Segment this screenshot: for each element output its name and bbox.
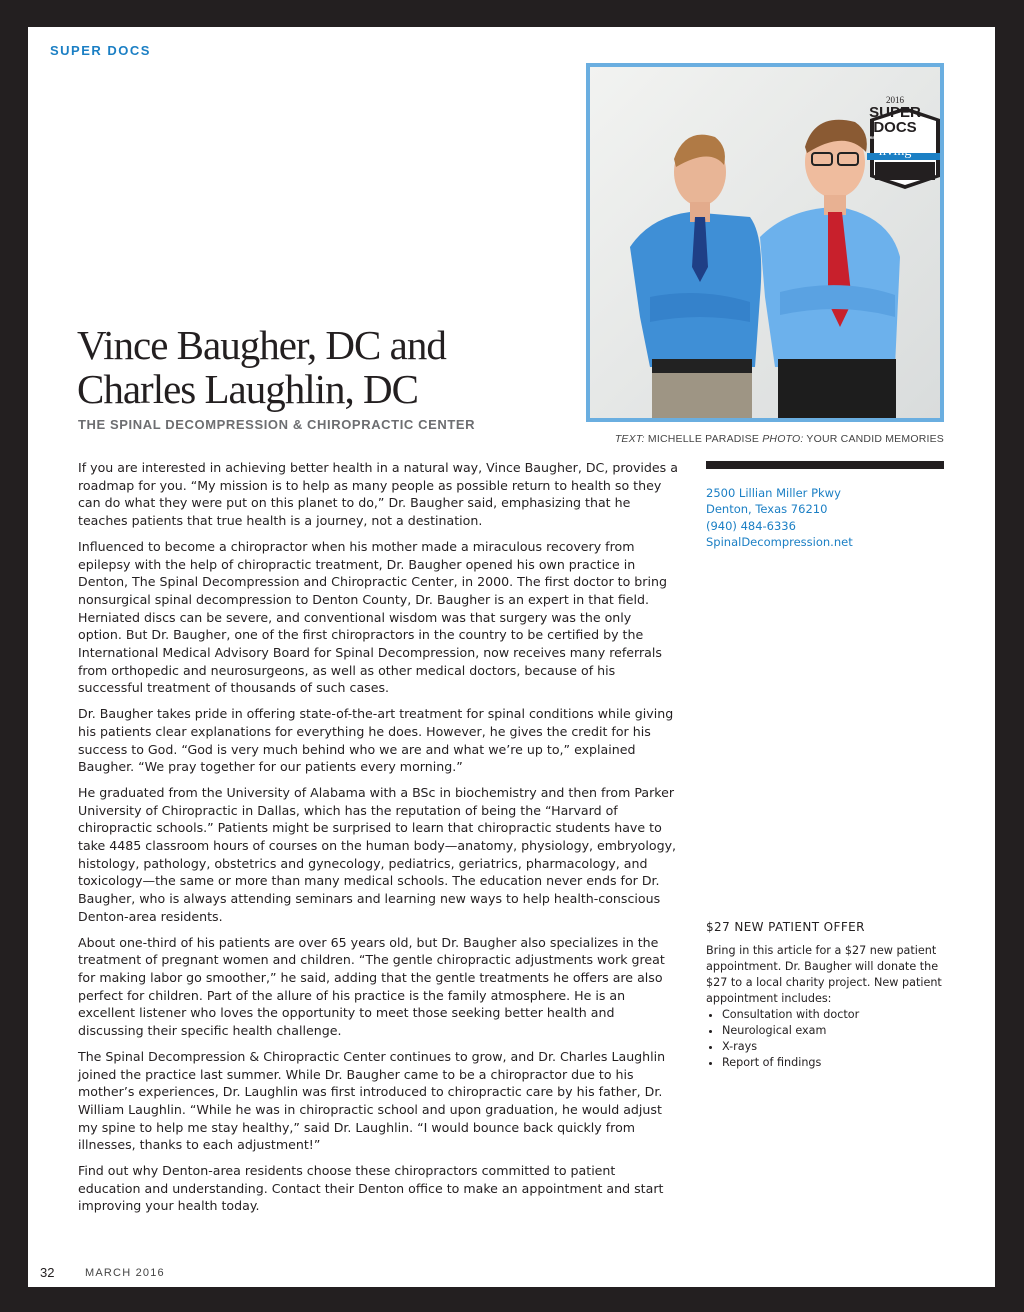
website-link[interactable]: SpinalDecompression.net: [706, 534, 853, 549]
credit-text-label: TEXT:: [614, 433, 645, 445]
badge-year: 2016: [886, 95, 904, 105]
badge-line2: DOCS: [873, 119, 917, 136]
title-line-2: Charles Laughlin, DC: [77, 366, 418, 412]
paragraph: The Spinal Decompression & Chiropractic Center continues to grow, and Dr. Charles Laughlin joined the practice last summer. While Dr. Baugher came to be a chiropractor due to his mother’s experiences, Dr. Laughlin was first introduced to chiropractic care by his father, Dr. William Laughlin. “While he was in chiropractic school and upon graduation, he would adjust my spine to help me stay healthy,” said Dr. Laughlin. “I would bounce back quickly from illnesses, thanks to each adjustment!”: [78, 1048, 666, 1153]
paragraph: About one-third of his patients are over 65 years old, but Dr. Baugher also specializes in the treatment of pregnant women and children. “The gentle chiropractic adjustments work great for making labor go smoother,” he said, adding that the gentle treatments he offers are also perfect for children. Part of the allure of his practice is the family atmosphere. He is an excellent listener who loves the opportunity to meet those seeking better health and discussing their specific health challenge.: [78, 934, 665, 1039]
article-title: [77, 323, 577, 411]
address-line-1: 2500 Lillian Miller Pkwy: [706, 486, 841, 500]
doctors-photo: [586, 63, 944, 422]
offer-title: $27 NEW PATIENT OFFER: [706, 920, 865, 934]
paragraph: If you are interested in achieving better health in a natural way, Vince Baugher, DC, provides a roadmap for you. “My mission is to help as many people as possible return to health so they can do what they were put on this planet to do,” Dr. Baugher said, emphasizing that he teaches patients that true health is a journey, not a destination.: [78, 460, 678, 529]
issue-date: MARCH 2016: [85, 1267, 165, 1279]
phone-number[interactable]: (940) 484-6336: [706, 518, 796, 533]
credit-photo-label: PHOTO:: [762, 433, 804, 445]
photo-credit: [586, 433, 944, 445]
offer-description: Bring in this article for a $27 new patient appointment. Dr. Baugher will donate the $27 to a local charity project. New patient appointment includes:: [706, 944, 942, 1005]
title-line-1: Vince Baugher, DC and: [77, 322, 446, 368]
paragraph: Dr. Baugher takes pride in offering state-of-the-art treatment for spinal conditions while giving his patients clear explanations for everything he does. However, he gives the credit for his success to God. “God is very much behind who we are and what we’re up to,” explained Baugher. “We pray together for our patients every morning.”: [78, 706, 674, 775]
credit-photo-name: YOUR CANDID MEMORIES: [806, 433, 944, 445]
paragraph: Influenced to become a chiropractor when his mother made a miraculous recovery from epilepsy with the help of chiropractic treatment, Dr. Baugher opened his own practice in Denton, The Spinal Decompression and Chiropractic Center, in 2000. The first doctor to bring nonsurgical spinal decompression to Denton County, Dr. Baugher is an expert in that field. Herniated discs can be severe, and conventional wisdom was that surgery was the only option. But Dr. Baugher, one of the first chiropractors in the country to be certified by the International Medical Advisory Board for Spinal Decompression, now receives many referrals from orthopedic and neurosurgeons, as well as other medical doctors, because of his successful treatment of thousands of such cases.: [78, 538, 667, 696]
offer-list: [706, 1007, 956, 1071]
magazine-page: [28, 27, 995, 1287]
badge-tagline: RECOGNIZING EXCELLENCE: [869, 136, 921, 140]
paragraph: He graduated from the University of Alabama with a BSc in biochemistry and then from Parker University of Chiropractic in Dallas, which has the reputation of being the “Harvard of chiropractic schools.” Patients might be surprised to learn that chiropractic students have to take 4485 classroom hours of courses on the human body—anatomy, physiology, embryology, histology, pathology, obstetrics and gynecology, pediatrics, geriatrics, pharmacology, and toxicology—the same or more than many medical schools. The education never ends for Dr. Baugher, who is always attending seminars and learning new ways to help health-conscious Denton-area residents.: [78, 784, 677, 924]
list-item: • X-rays: [722, 1039, 956, 1055]
contact-info: [706, 485, 853, 550]
list-item: • Report of findings: [722, 1055, 956, 1071]
page-number: 32: [40, 1265, 55, 1280]
section-label: SUPER DOCS: [50, 43, 151, 58]
list-item: • Neurological exam: [722, 1023, 956, 1039]
badge-line1: SUPER: [869, 104, 921, 121]
paragraph: Find out why Denton-area residents choose these chiropractors committed to patient education and understanding. Contact their Denton office to make an appointment and start improving your health today.: [78, 1163, 664, 1214]
badge-text: [855, 89, 935, 199]
new-patient-offer: [706, 920, 956, 1071]
list-item: • Consultation with doctor: [722, 1007, 956, 1023]
badge-brand: living: [878, 144, 912, 159]
credit-text-name: MICHELLE PARADISE: [647, 433, 760, 445]
sidebar-divider: [706, 461, 944, 469]
article-body: [78, 459, 678, 1223]
address-line-2: Denton, Texas 76210: [706, 502, 828, 517]
article-subtitle: THE SPINAL DECOMPRESSION & CHIROPRACTIC CENTER: [78, 417, 476, 432]
